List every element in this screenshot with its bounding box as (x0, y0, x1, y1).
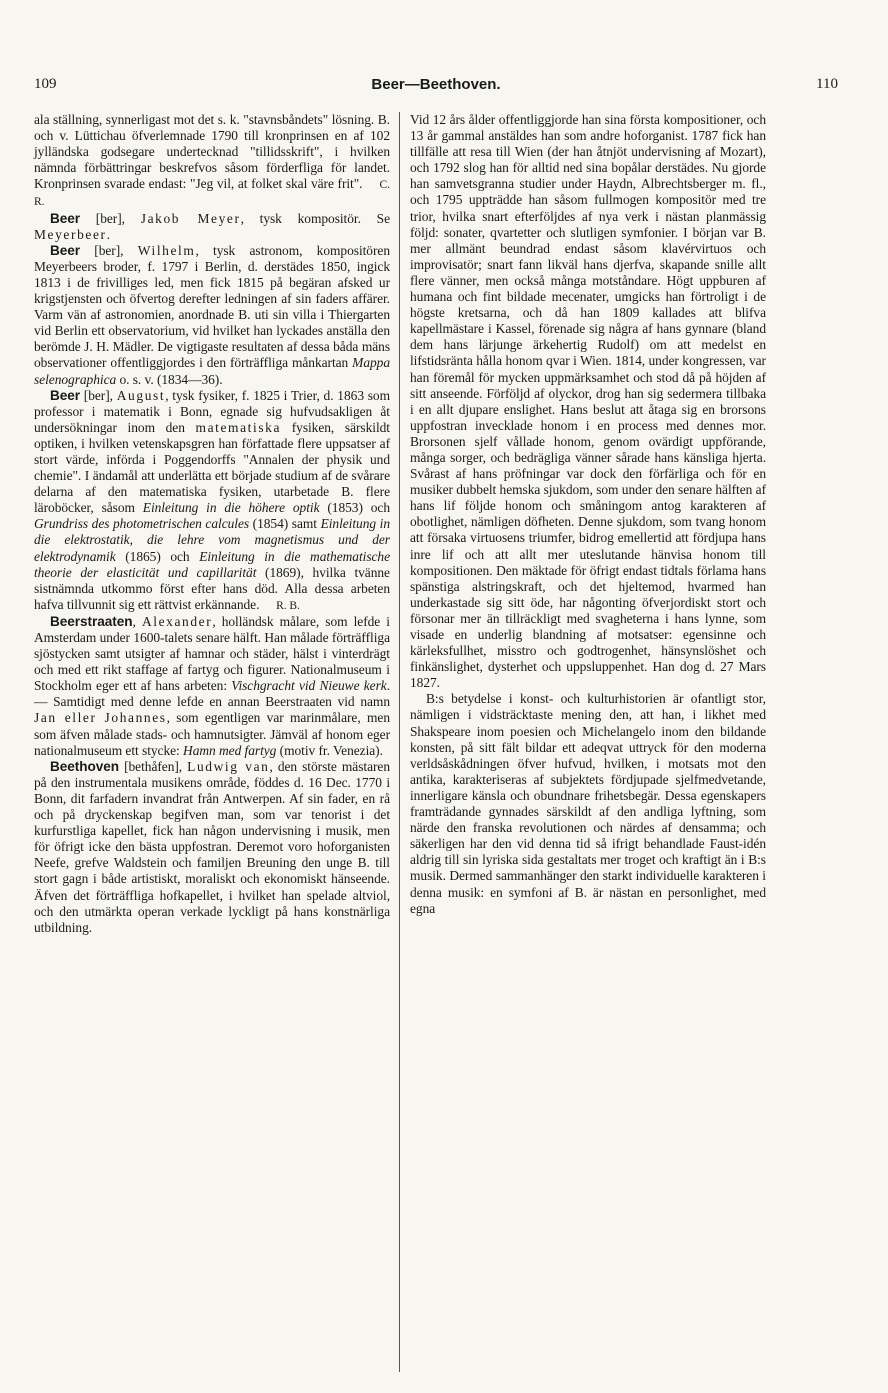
entry-name: Ludwig van (187, 758, 270, 774)
author-signature: C. R. (34, 179, 390, 209)
headword: Beerstraaten (50, 613, 133, 629)
work-title: Grundriss des photometrischen calcules (34, 516, 250, 532)
headword: Beer (50, 387, 81, 403)
paragraph: B:s betydelse i konst- och kulturhistorien är ofantligt stor, nämligen i vidsträcktaste mening den, att han, i likhet med Shakspeare inom poesien och Michelangelo inom den bildande konsten, på sitt fält bildar ett adeqvat uttryck för den moderna verldsåskådningen öfver hufvud, hvilken, i motsats mot den antika, karakteriseras af subjektets fördjupade sjelfmedvetande, innerligare känsla och obundnare frihetsbegär. Dessa egenskapers framträdande gynnades särskildt af den andliga lyftning, som närde den franska revolutionen och närdes af densamma; och säkerligen har den vid denna tid så ifrigt behandlade Faust-idén aldrig till sin lyriska sida gestaltats mer troget och kraftigt än i B:s musik. Dermed sammanhänger den starkt individuelle karakteren i denna musik: en symfoni af B. är nästan en personlighet, med egna (410, 691, 766, 916)
page-header (34, 76, 838, 100)
paragraph-continuation: Vid 12 års ålder offentliggjorde han sina första kompositioner, och 13 år gammal anstäldes han som andre hoforganist. 1787 fick han tillfälle att resa till Wien (der han åtnjöt undervisning af Mozart), och 1792 slog han för alltid ned sina bopålar derstädes. Nu gjorde han samvetsgranna studier under Haydn, Albrechtsberger m. fl., och 1795 uppträdde han såsom fullmogen kompositör med tre trior, hvilka snart efterföljdes af nya verk i nästan planmässig följd: sonater, qvartetter och slutligen symfonier. I början var B. mer allmänt beundrad endast såsom klavérvirtuos och improvisatör; snart fann likväl hans djerfva, skapande snille allt flere vänner, men också många motståndare. Högt uppburen af humana och fint bildade mecenater, umgicks han förtroligt i de högste kretsarna, och då han 1809 kallades att blifva kapellmästare i Kassel, förenade sig några af hans gynnare (bland dem hans lärjunge ärkehertig Rudolf) om att medelst en lifstidsränta hålla honom qvar i Wien. 1814, under kongressen, var han föremål för mycken uppmärksamhet och stod då på höjden af sitt anseende. Förföljd af olyckor, drog han sig sedermera tillbaka i en allt djupare enslighet. Hans beslut att åtaga sig en brorsons uppfostran invecklade honom i en process med dennes mor. Brorsonen sjelf vållade honom, genom ovärdigt uppförande, många sorger, och bedrägliga vänner sårade hans känsliga hjerta. Svårast af hans pröfningar var dock den förfärliga och för en musiker dubbelt hemska sjukdom, som under den senare hälften af hans lif följde honom och småningom antog karakteren af obotlighet, nämligen döfheten. Denne sjukdom, som tvang honom att försaka virtuosens triumfer, bidrog emellertid att fördjupa hans inre lif och att allt mer uteslutande hänvisa honom till kompositionen. Den mäktade för öfrigt endast tidtals förlama hans spänstiga alstringskraft, och det hjeltemod, hvarmed han underkastade sig sitt öde, har någonting öfverjordiskt stort och försonar mer än tillräckligt med svagheterna i hans lynne, som visade en underlig blandning af motsatser: egensinne och kärleksfullhet, misstro och godtrogenhet, hänsynslöshet och finkänslighet, dysterhet och uppsluppenhet. Han dog d. 27 Mars 1827. (410, 112, 766, 691)
entry-name: August (116, 387, 166, 403)
entry-beer-jakob: Beer [ber], Jakob Meyer, tysk kompositör. Se Meyerbeer. (34, 210, 390, 242)
work-title: Vischgracht vid Nieuwe kerk (231, 678, 387, 694)
page-number-left: 109 (34, 76, 57, 92)
entry-beerstraaten: Beerstraaten, Alexander, holländsk målare, som lefde i Amsterdam under 1600-talets senare hälft. Han målade förträffliga sjöstycken samt utsigter af hamnar och städer, hälst i vinterdrägt och med ett rikt staffage af fartyg och figurer. Nationalmuseum i Stockholm eger ett af hans arbeten: Vischgracht vid Nieuwe kerk. — Samtidigt med denne lefde en annan Beerstraaten vid namn Jan eller Johannes, som egentligen var marinmålare, men som äfven målade stads- och hamnutsigter. Jämväl af honom eger nationalmuseum ett stycke: Hamn med fartyg (motiv fr. Venezia). (34, 613, 391, 758)
left-column (34, 112, 390, 936)
author-signature: R. B. (276, 599, 300, 612)
entry-beethoven: Beethoven [bethåfen], Ludwig van, den störste mästaren på den instrumentala musikens område, föddes d. 16 Dec. 1770 i Bonn, dit farfadern invandrat från Antwerpen. Af sin fader, en rå och på dryckenskap begifven man, som var tenorist i det kurfurstliga kapellet, fick han någon undervisning i musik, men för öfrigt icke den bästa uppfostran. Deremot voro hoforganisten Neefe, grefve Waldstein och familjen Breuning den unge B. till stort gagn i både artistiskt, moraliskt och ekonomiskt hänseende. Äfven det förträffliga hofkapellet, i hvilket han spelade altviol, och den utmärkta operan verkade lyckligt på hans konstnärliga utbildning. (34, 758, 390, 935)
headword: Beer (50, 242, 81, 258)
headword: Beethoven (50, 758, 120, 774)
work-title: Einleitung in die mathematische theorie der elasticität und capillarität (34, 548, 390, 580)
entry-name: Alexander (141, 613, 213, 629)
column-divider (399, 112, 400, 1372)
right-column (410, 112, 766, 917)
work-title: Einleitung in die höhere optik (142, 500, 320, 516)
cross-reference: Meyerbeer (34, 226, 107, 242)
running-title: Beer—Beethoven. (371, 76, 501, 93)
entry-name: Jakob Meyer (140, 210, 241, 226)
page-number-right: 110 (816, 76, 838, 92)
entry-beer-august: Beer [ber], August, tysk fysiker, f. 1825 i Trier, d. 1863 som professor i matematik i Bonn, egnade sig hufvudsakligen åt undersökningar inom den matematiska fysiken, särskildt optiken, i hvilken vetenskapsgren han författade flere uppsatser af stort värde, införda i Poggendorffs "Annalen der physik und chemie". I ändamål att underlätta ett började studium af de svårare delarna af den matematiska fysiken, utarbetade B. flere läroböcker, såsom Einleitung in die höhere optik (1853) och Grundriss des photometrischen calcules (1854) samt Einleitung in die elektrostatik, die lehre vom magnetismus und der elektrodynamik (1865) och Einleitung in die mathematische theorie der elasticität und capillarität (1869), hvilka tvänne sistnämnda utkommo först efter hans död. Alla dessa arbeten hafva tillvunnit sig ett rättvist erkännande. R. B. (34, 387, 391, 612)
headword: Beer (50, 210, 81, 226)
work-title: Einleitung in die elektrostatik, die lehre vom magnetismus und der elektrodynamik (34, 516, 390, 564)
entry-beer-wilhelm: Beer [ber], Wilhelm, tysk astronom, kompositören Meyerbeers broder, f. 1797 i Berlin, d. derstädes 1850, ingick 1813 i de frivilliges led, men fick 1815 på begäran afsked ur krigstjensten och öfvertog derefter ledningen af sin faders affärer. Varm vän af astronomien, anordnade B. uti sin villa i Thiergarten vid Berlin ett observatorium, vid hvilket han lyckades anställa den berömde J. H. Mädler. De vigtigaste resultaten af dessa båda mäns observationer offentliggjordes i den förträffliga månkartan Mappa selenographica o. s. v. (1834—36). (34, 242, 390, 387)
work-title: Hamn med fartyg (183, 742, 277, 758)
work-title: Mappa selenographica (34, 355, 390, 387)
entry-name: Wilhelm (137, 242, 196, 258)
paragraph-continuation: ala ställning, synnerligast mot det s. k. "stavnsbåndets" lösning. B. och v. Lüttichau öfverlemnade 1790 till kronprinsen en af 102 jylländska godsegare undertecknad "tillidsskrift", i hvilken nämnda förbättringar beskrefvos såsom förderfliga för landet. Kronprinsen svarade endast: "Jeg vil, at folket skal väre frit". C. R. (34, 112, 390, 209)
entry-name: Jan eller Johannes (34, 710, 167, 726)
